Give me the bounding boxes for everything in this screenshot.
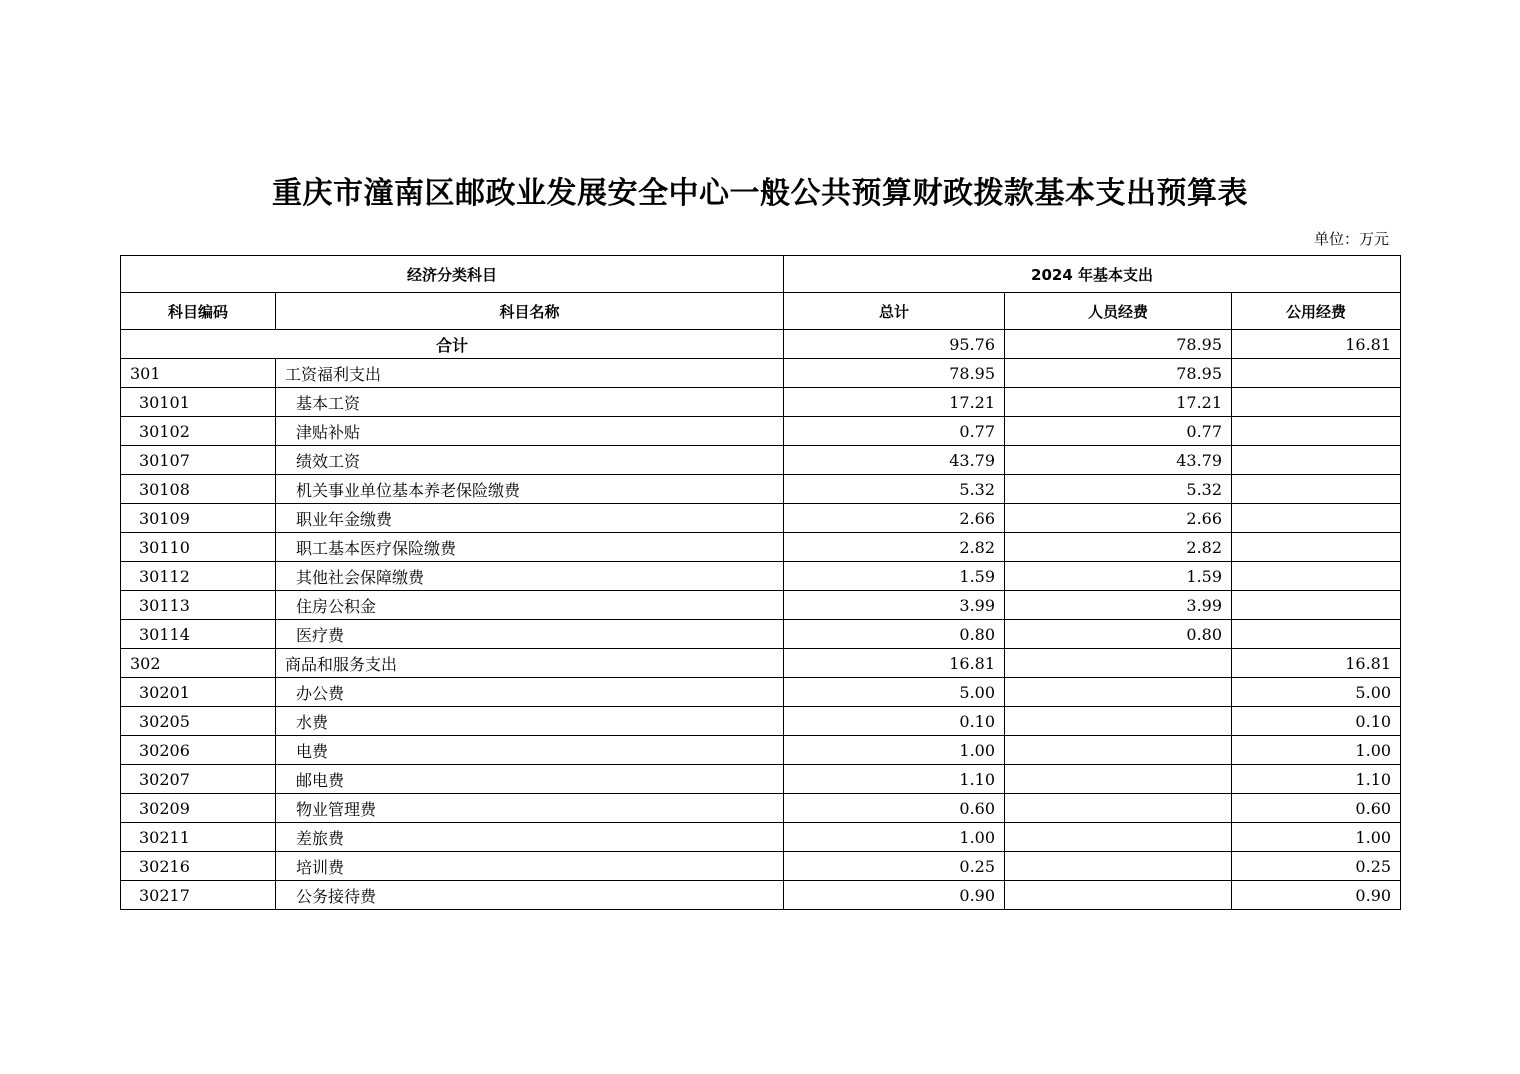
total-public: 16.81 xyxy=(1232,330,1401,359)
row-name: 住房公积金 xyxy=(276,591,784,620)
row-public xyxy=(1232,562,1401,591)
row-total: 5.00 xyxy=(784,678,1005,707)
row-code: 30114 xyxy=(121,620,276,649)
row-total: 78.95 xyxy=(784,359,1005,388)
header-group-row xyxy=(121,256,1401,293)
total-personnel: 78.95 xyxy=(1005,330,1232,359)
budget-table xyxy=(120,255,1401,910)
row-code: 30205 xyxy=(121,707,276,736)
row-personnel: 17.21 xyxy=(1005,388,1232,417)
row-name: 机关事业单位基本养老保险缴费 xyxy=(276,475,784,504)
row-public xyxy=(1232,504,1401,533)
table-row xyxy=(121,881,1401,910)
row-public: 1.10 xyxy=(1232,765,1401,794)
row-personnel xyxy=(1005,649,1232,678)
header-name: 科目名称 xyxy=(276,293,784,330)
row-code: 30108 xyxy=(121,475,276,504)
table-row xyxy=(121,707,1401,736)
row-total: 1.10 xyxy=(784,765,1005,794)
table-row xyxy=(121,591,1401,620)
row-total: 16.81 xyxy=(784,649,1005,678)
row-public: 0.90 xyxy=(1232,881,1401,910)
row-public: 1.00 xyxy=(1232,823,1401,852)
total-amount: 95.76 xyxy=(784,330,1005,359)
unit-label: 单位：万元 xyxy=(1313,230,1389,248)
row-personnel: 3.99 xyxy=(1005,591,1232,620)
table-row xyxy=(121,562,1401,591)
row-name: 物业管理费 xyxy=(276,794,784,823)
row-public xyxy=(1232,533,1401,562)
table-row xyxy=(121,649,1401,678)
row-personnel: 2.82 xyxy=(1005,533,1232,562)
row-name: 公务接待费 xyxy=(276,881,784,910)
row-code: 30201 xyxy=(121,678,276,707)
row-total: 2.82 xyxy=(784,533,1005,562)
row-name: 水费 xyxy=(276,707,784,736)
row-personnel xyxy=(1005,707,1232,736)
row-personnel xyxy=(1005,678,1232,707)
row-name: 职业年金缴费 xyxy=(276,504,784,533)
row-public xyxy=(1232,475,1401,504)
row-public: 0.10 xyxy=(1232,707,1401,736)
row-total: 1.00 xyxy=(784,736,1005,765)
header-economic-classification: 经济分类科目 xyxy=(121,256,784,293)
row-name: 差旅费 xyxy=(276,823,784,852)
table-row xyxy=(121,417,1401,446)
row-total: 1.00 xyxy=(784,823,1005,852)
row-total: 17.21 xyxy=(784,388,1005,417)
row-public: 16.81 xyxy=(1232,649,1401,678)
table-row xyxy=(121,678,1401,707)
row-code: 30216 xyxy=(121,852,276,881)
row-total: 0.60 xyxy=(784,794,1005,823)
row-name: 邮电费 xyxy=(276,765,784,794)
row-total: 2.66 xyxy=(784,504,1005,533)
table-row xyxy=(121,765,1401,794)
row-name: 医疗费 xyxy=(276,620,784,649)
header-basic-expenditure: 2024 年基本支出 xyxy=(784,256,1401,293)
row-code: 30207 xyxy=(121,765,276,794)
row-code: 30102 xyxy=(121,417,276,446)
row-total: 5.32 xyxy=(784,475,1005,504)
row-total: 0.90 xyxy=(784,881,1005,910)
row-public: 0.25 xyxy=(1232,852,1401,881)
table-row xyxy=(121,359,1401,388)
row-name: 职工基本医疗保险缴费 xyxy=(276,533,784,562)
row-public xyxy=(1232,446,1401,475)
row-code: 30101 xyxy=(121,388,276,417)
row-name: 基本工资 xyxy=(276,388,784,417)
row-code: 30206 xyxy=(121,736,276,765)
row-code: 30217 xyxy=(121,881,276,910)
row-code: 30209 xyxy=(121,794,276,823)
row-personnel xyxy=(1005,852,1232,881)
row-personnel: 0.77 xyxy=(1005,417,1232,446)
row-personnel: 2.66 xyxy=(1005,504,1232,533)
row-code: 30110 xyxy=(121,533,276,562)
row-total: 3.99 xyxy=(784,591,1005,620)
row-public: 0.60 xyxy=(1232,794,1401,823)
table-row xyxy=(121,533,1401,562)
row-personnel: 78.95 xyxy=(1005,359,1232,388)
row-public xyxy=(1232,417,1401,446)
table-row xyxy=(121,736,1401,765)
row-total: 0.80 xyxy=(784,620,1005,649)
row-personnel xyxy=(1005,794,1232,823)
table-row xyxy=(121,852,1401,881)
row-public xyxy=(1232,591,1401,620)
row-name: 绩效工资 xyxy=(276,446,784,475)
row-code: 30107 xyxy=(121,446,276,475)
row-name: 商品和服务支出 xyxy=(276,649,784,678)
table-row xyxy=(121,504,1401,533)
table-row xyxy=(121,388,1401,417)
row-public: 1.00 xyxy=(1232,736,1401,765)
row-name: 办公费 xyxy=(276,678,784,707)
row-public xyxy=(1232,620,1401,649)
table-row xyxy=(121,823,1401,852)
row-public xyxy=(1232,388,1401,417)
row-personnel: 1.59 xyxy=(1005,562,1232,591)
row-code: 30109 xyxy=(121,504,276,533)
row-public: 5.00 xyxy=(1232,678,1401,707)
row-name: 其他社会保障缴费 xyxy=(276,562,784,591)
page-title: 重庆市潼南区邮政业发展安全中心一般公共预算财政拨款基本支出预算表 xyxy=(272,176,1248,211)
row-code: 301 xyxy=(121,359,276,388)
row-name: 津贴补贴 xyxy=(276,417,784,446)
row-total: 43.79 xyxy=(784,446,1005,475)
row-code: 30113 xyxy=(121,591,276,620)
header-personnel: 人员经费 xyxy=(1005,293,1232,330)
row-personnel xyxy=(1005,765,1232,794)
row-name: 电费 xyxy=(276,736,784,765)
row-name: 培训费 xyxy=(276,852,784,881)
row-code: 302 xyxy=(121,649,276,678)
row-total: 1.59 xyxy=(784,562,1005,591)
row-total: 0.77 xyxy=(784,417,1005,446)
total-label: 合计 xyxy=(121,330,784,359)
row-personnel xyxy=(1005,736,1232,765)
row-personnel: 0.80 xyxy=(1005,620,1232,649)
header-column-row xyxy=(121,293,1401,330)
table-row xyxy=(121,794,1401,823)
table-row xyxy=(121,446,1401,475)
header-public: 公用经费 xyxy=(1232,293,1401,330)
total-row xyxy=(121,330,1401,359)
row-personnel: 5.32 xyxy=(1005,475,1232,504)
table-row xyxy=(121,620,1401,649)
row-total: 0.10 xyxy=(784,707,1005,736)
row-code: 30211 xyxy=(121,823,276,852)
table-row xyxy=(121,475,1401,504)
row-total: 0.25 xyxy=(784,852,1005,881)
header-total: 总计 xyxy=(784,293,1005,330)
row-name: 工资福利支出 xyxy=(276,359,784,388)
row-personnel xyxy=(1005,823,1232,852)
row-code: 30112 xyxy=(121,562,276,591)
header-code: 科目编码 xyxy=(121,293,276,330)
row-public xyxy=(1232,359,1401,388)
row-personnel: 43.79 xyxy=(1005,446,1232,475)
row-personnel xyxy=(1005,881,1232,910)
